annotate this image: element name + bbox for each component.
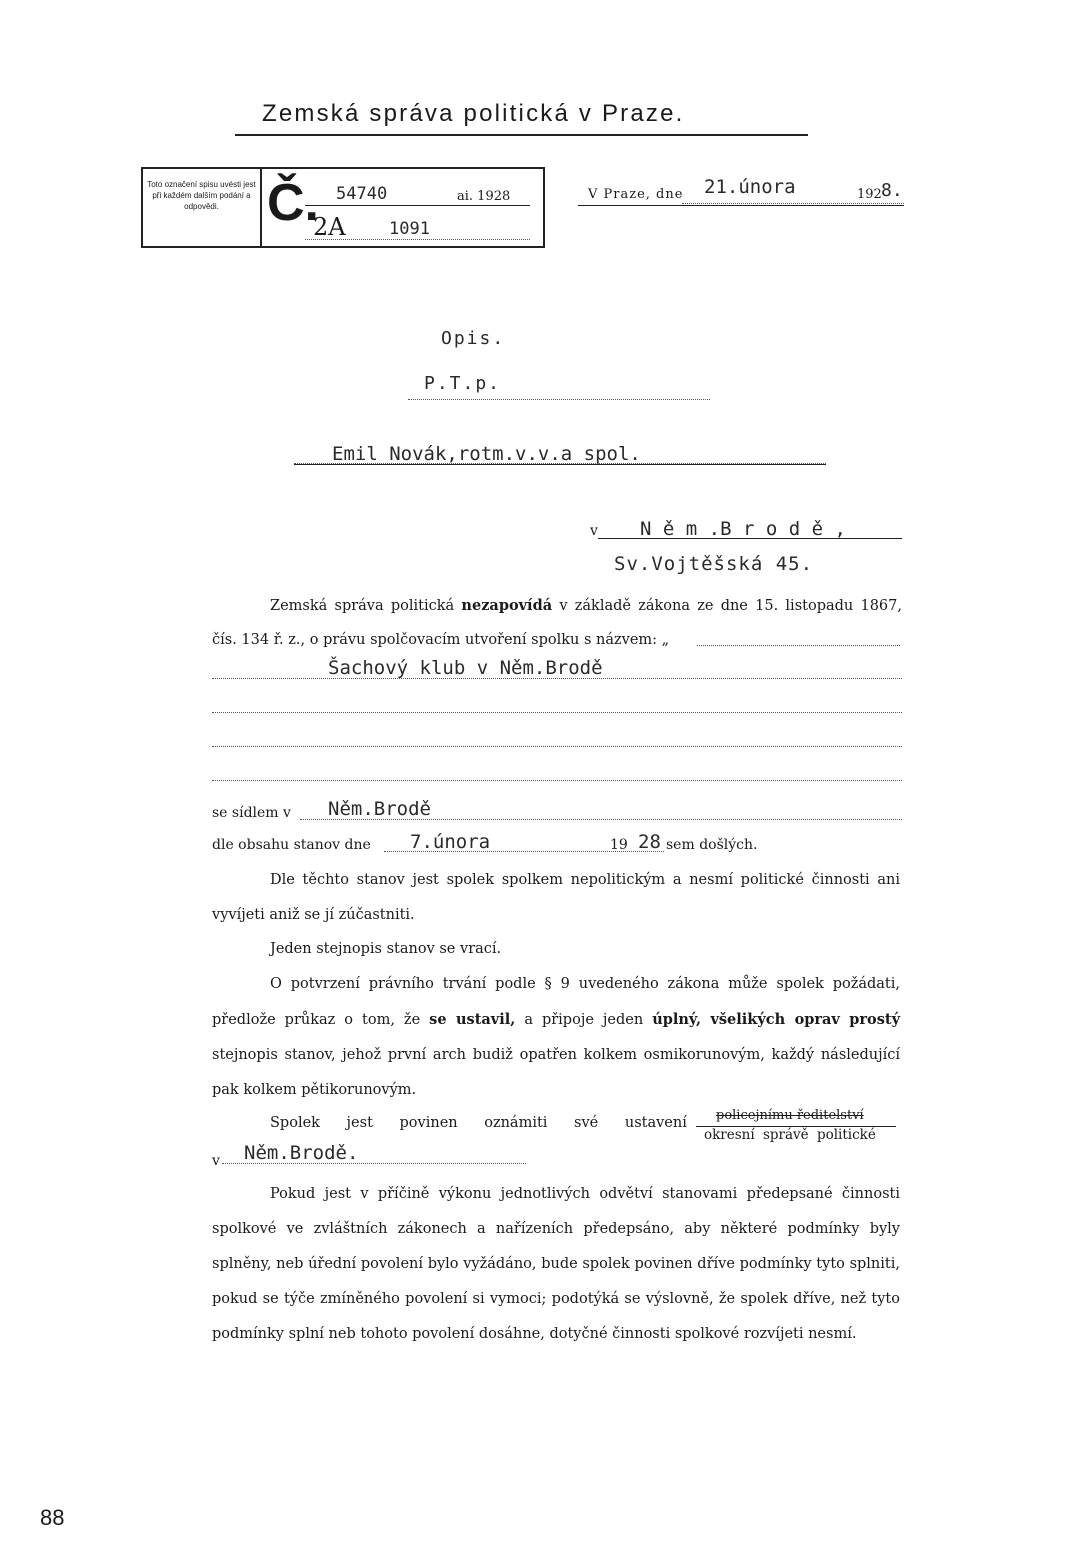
stanov-suffix: sem došlých. bbox=[666, 837, 758, 853]
stanov-year-prefix: 19 bbox=[610, 837, 628, 853]
file-box-divider bbox=[260, 169, 262, 246]
page-number: 88 bbox=[40, 1505, 65, 1530]
file-number: 54740 bbox=[336, 184, 388, 204]
body-line-2: čís. 134 ř. z., o právu spolčovacím utvoření spolku s názvem: „ bbox=[212, 632, 670, 648]
notify-place-prefix: v bbox=[212, 1153, 220, 1169]
recipient-street: Sv.Vojtěšská 45. bbox=[614, 553, 814, 575]
paragraph-conditions: Pokud jest v příčině výkonu jednotlivých odvětví stanovami předepsané činnosti spolkové ve zvláštních zákonech a nařízeních předepsáno, aby některé podmínky byly splněny, neb úřední povolení bylo vyžádáno, bude spolek povinen dříve podmínky tyto splniti, pokud se týče zmíněného povolení si vymoci; podotýká se výslovně, že spolek dříve, než tyto podmínky splní neb tohoto povolení dosáhne, dotyčné činnosti spolkové rozvíjeti nesmí. bbox=[212, 1186, 900, 1342]
file-year: ai. 1928 bbox=[457, 189, 511, 204]
club-name: Šachový klub v Něm.Brodě bbox=[328, 657, 603, 679]
document-title: Zemská správa politická v Praze. bbox=[262, 100, 685, 127]
date-year-prefix: 192 bbox=[857, 187, 882, 202]
notify-place: Něm.Brodě. bbox=[244, 1142, 359, 1164]
paragraph-nonpolitical: Dle těchto stanov jest spolek spolkem nepolitickým a nesmí politické činnosti ani vyvíjeti aniž se jí zúčastniti. bbox=[212, 872, 900, 923]
recipient-name: Emil Novák,rotm.v.v.a spol. bbox=[332, 443, 641, 465]
place-prefix: v bbox=[590, 523, 598, 539]
notify-option: okresní správě politické bbox=[704, 1127, 876, 1143]
ptp-label: P.T.p. bbox=[424, 373, 502, 394]
file-second-line: 2A bbox=[313, 213, 346, 241]
stanov-label: dle obsahu stanov dne bbox=[212, 837, 371, 853]
stanov-date: 7.února bbox=[410, 831, 491, 853]
date-underline bbox=[578, 205, 904, 206]
date-year-digit: 8. bbox=[881, 180, 903, 201]
paragraph-confirmation: O potvrzení právního trvání podle § 9 uvedeného zákona může spolek požádati, předlože průkaz o tom, že se ustavil, a připoje jeden úplný, všelikých oprav prostý stejnopis stanov, jehož první arch budiž opatřen kolkem osmikorunovým, každý následující pak kolkem pětikorunovým. bbox=[212, 976, 901, 1098]
recipient-place: N ě m .B r o d ě , bbox=[640, 518, 846, 540]
file-reference-box bbox=[141, 167, 545, 248]
file-box-note: Toto označení spisu uvésti jest při každém dalším podání a odpovědi. bbox=[147, 180, 256, 211]
seat-value: Něm.Brodě bbox=[328, 798, 431, 820]
opis-label: Opis. bbox=[441, 328, 506, 349]
title-underline bbox=[235, 134, 808, 136]
paragraph-notify: Spolek jest povinen oznámiti své ustavení bbox=[270, 1115, 687, 1131]
date-day-month: 21.února bbox=[704, 176, 796, 198]
body-line-1: Zemská správa politická nezapovídá v základě zákona ze dne 15. listopadu 1867, bbox=[270, 597, 902, 614]
seat-label: se sídlem v bbox=[212, 805, 291, 821]
stanov-year: 28 bbox=[638, 831, 661, 853]
paragraph-copy-returned: Jeden stejnopis stanov se vrací. bbox=[270, 941, 502, 957]
file-box-mark: Č. bbox=[267, 174, 319, 232]
notify-struck-option: policejnímu ředitelství bbox=[716, 1108, 864, 1123]
date-prefix: V Praze, dne bbox=[588, 187, 684, 202]
file-second-number: 1091 bbox=[389, 219, 430, 239]
